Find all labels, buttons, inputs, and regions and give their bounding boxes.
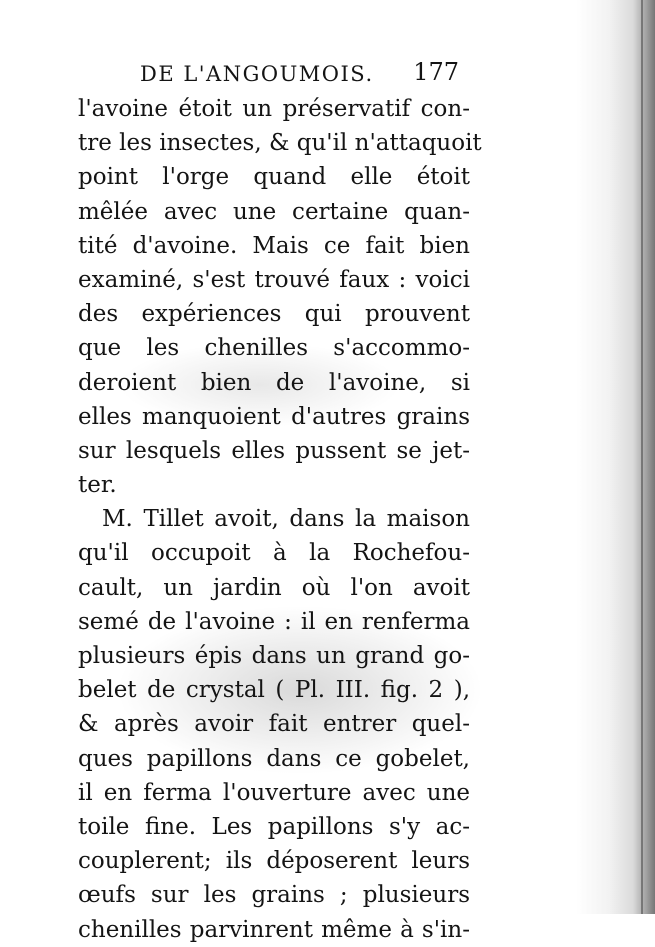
text-line: point l'orge quand elle étoit (78, 164, 470, 191)
running-head: DE L'ANGOUMOIS. (140, 62, 374, 86)
text-line: l'avoine étoit un préservatif con- (78, 96, 470, 122)
text-line: deroient bien de l'avoine, si (78, 369, 470, 396)
text-line: cault, un jardin où l'on avoit (78, 574, 470, 601)
text-line: des expériences qui prouvent (78, 301, 470, 328)
text-line: il en ferma l'ouverture avec une (78, 779, 470, 806)
text-line: chenilles parvinrent même à s'in- (78, 916, 470, 943)
text-line: œufs sur les grains ; plusieurs (78, 882, 470, 909)
text-line: plusieurs épis dans un grand go- (78, 643, 470, 669)
text-line: M. Tillet avoit, dans la maison (102, 506, 470, 533)
text-line: mêlée avec une certaine quan- (78, 198, 470, 225)
text-line: qu'il occupoit à la Rochefou- (78, 540, 470, 567)
text-line: semé de l'avoine : il en renferma (78, 608, 470, 635)
text-line: couplerent; ils déposerent leurs (78, 848, 470, 875)
text-line: ques papillons dans ce gobelet, (78, 745, 470, 772)
text-line: belet de crystal ( Pl. III. fig. 2 ), (78, 677, 470, 704)
text-line: tité d'avoine. Mais ce fait bien (78, 232, 470, 259)
text-line: toile fine. Les papillons s'y ac- (78, 813, 470, 840)
text-line: ter. (78, 472, 117, 499)
text-line: que les chenilles s'accommo- (78, 335, 470, 362)
text-line: examiné, s'est trouvé faux : voici (78, 266, 470, 293)
page-header (80, 58, 465, 92)
page-number: 177 (413, 58, 459, 86)
text-line: elles manquoient d'autres grains (78, 403, 470, 430)
text-line: sur lesquels elles pussent se jet- (78, 437, 470, 464)
body-text (78, 92, 482, 947)
page-edge-line (641, 0, 643, 914)
text-line: tre les insectes, & qu'il n'attaquoit (78, 130, 482, 157)
page-edge-shadow (633, 0, 655, 914)
text-line: & après avoir fait entrer quel- (78, 711, 470, 738)
